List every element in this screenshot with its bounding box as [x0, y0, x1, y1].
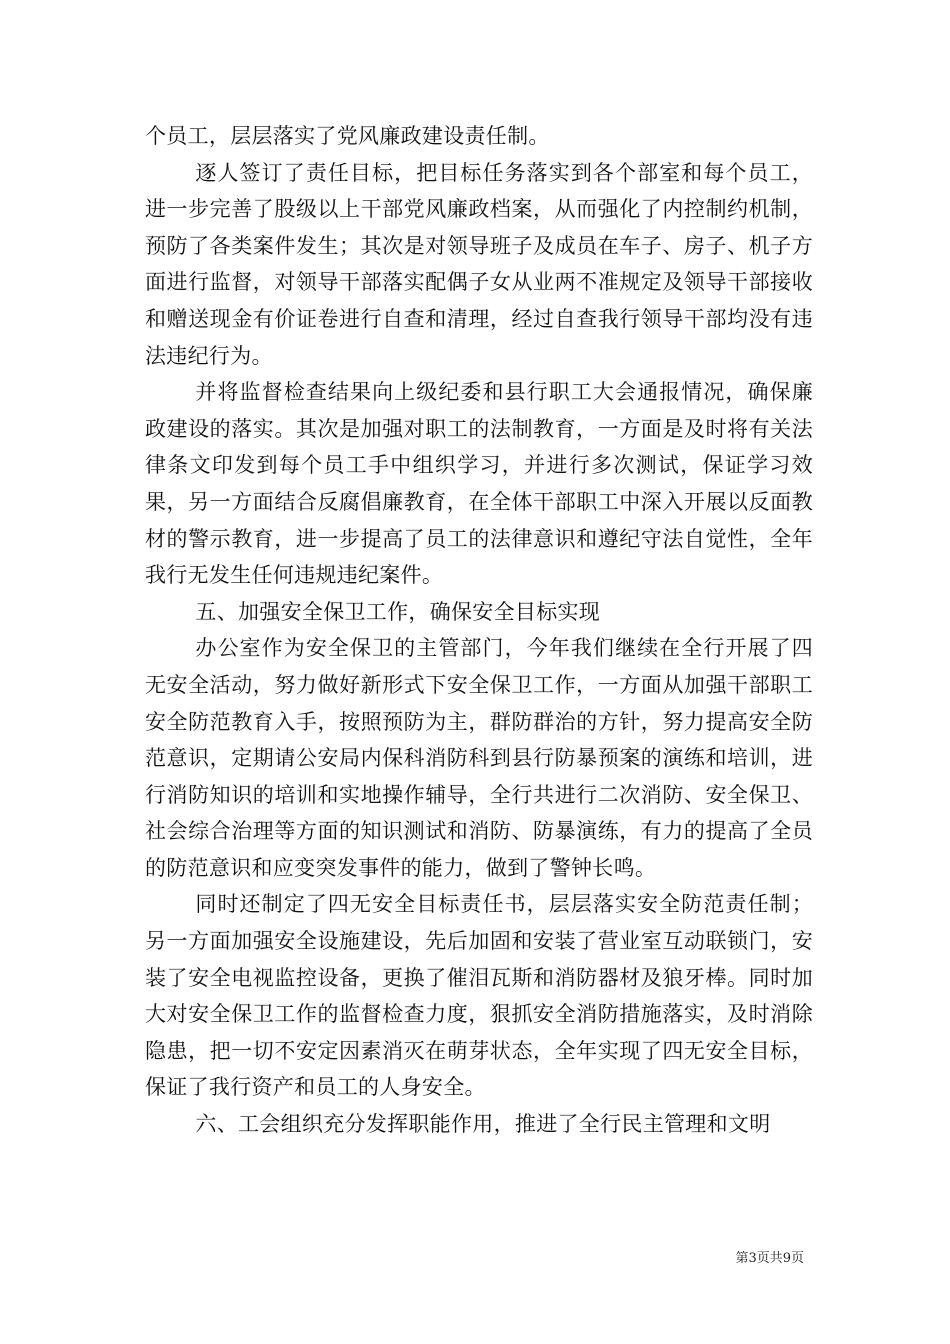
section-heading-security: 五、加强安全保卫工作，确保安全目标实现 — [195, 599, 601, 624]
paragraph-continuation: 个员工，层层落实了党风廉政建设责任制。 — [145, 124, 550, 148]
page-number: 第3页共9页 — [735, 1251, 804, 1266]
document-body — [145, 118, 813, 1143]
paragraph-office-security: 办公室作为安全保卫的主管部门，今年我们继续在全行开展了四无安全活动，努力做好新形式下安全保卫工作，一方面从加强干部职工安全防范教育入手，按照预防为主，群防群治的方针，努力提高安全防范意识，定期请公安局内保科消防科到县行防暴预案的演练和培训，进行消防知识的培训和实地操作辅导，全行共进行二次消防、安全保卫、社会综合治理等方面的知识测试和消防、防暴演练，有力的提高了全员的防范意识和应变突发事件的能力，做到了警钟长鸣。 — [145, 636, 813, 880]
paragraph-safety-measures: 同时还制定了四无安全目标责任书，层层落实安全防范责任制；另一方面加强安全设施建设，先后加固和安装了营业室互动联锁门，安装了安全电视监控设备，更换了催泪瓦斯和消防器材及狼牙棒。同时加大对安全保卫工作的监督检查力度，狠抓安全消防措施落实，及时消除隐患，把一切不安定因素消灭在萌芽状态，全年实现了四无安全目标，保证了我行资产和员工的人身安全。 — [145, 892, 813, 1100]
paragraph-supervision-results: 并将监督检查结果向上级纪委和县行职工大会通报情况，确保廉政建设的落实。其次是加强对职工的法制教育，一方面是及时将有关法律条文印发到每个员工手中组织学习，并进行多次测试，保证学习效果，另一方面结合反腐倡廉教育，在全体干部职工中深入开展以反面教材的警示教育，进一步提高了员工的法律意识和遵纪守法自觉性，全年我行无发生任何违规违纪案件。 — [145, 380, 813, 588]
section-heading-union: 六、工会组织充分发挥职能作用，推进了全行民主管理和文明 — [195, 1112, 771, 1137]
paragraph-responsibility-targets: 逐人签订了责任目标，把目标任务落实到各个部室和每个员工，进一步完善了股级以上干部党风廉政档案，从而强化了内控制约机制，预防了各类案件发生；其次是对领导班子及成员在车子、房子、机子方面进行监督，对领导干部落实配偶子女从业两不准规定及领导干部接收和赠送现金有价证卷进行自查和清理，经过自查我行领导干部均没有违法违纪行为。 — [145, 160, 813, 368]
